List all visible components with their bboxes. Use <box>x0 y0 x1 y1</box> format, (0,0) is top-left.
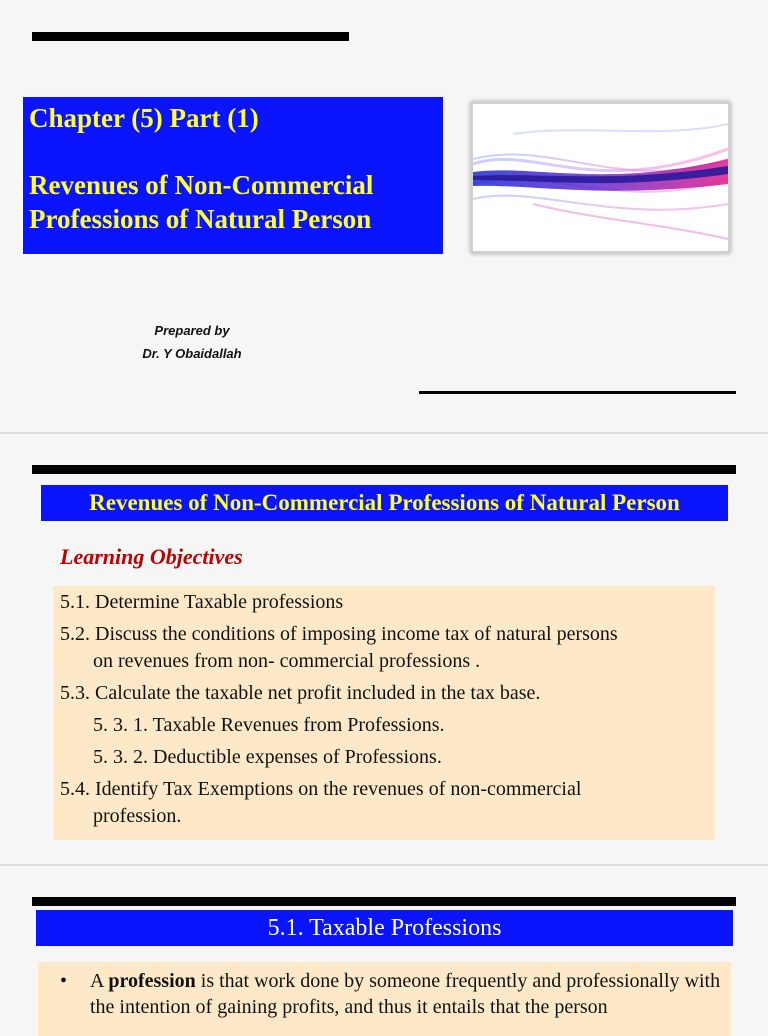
definition-box <box>38 962 731 1036</box>
objective-text: 5.2. Discuss the conditions of imposing income tax of natural persons <box>60 623 618 645</box>
objectives-slide <box>0 434 768 864</box>
bullet-marker: • <box>60 970 68 992</box>
bottom-rule <box>419 391 736 394</box>
wave-graphic <box>473 104 728 251</box>
decorative-wave-image <box>470 101 731 254</box>
chapter-label: Chapter (5) Part (1) <box>29 103 259 133</box>
slide-banner: 5.1. Taxable Professions <box>36 910 733 946</box>
objective-text: 5. 3. 1. Taxable Revenues from Professions. <box>93 714 445 736</box>
objective-text-continued: on revenues from non- commercial professions . <box>93 650 481 672</box>
objective-item <box>60 776 707 830</box>
sub-objective-item <box>60 744 707 771</box>
definition-term: profession <box>108 970 196 992</box>
definition-body: is that work done by someone frequently and professionally with the intention of gaining profits, and thus it entails that the person <box>90 970 721 1018</box>
profession-definition <box>60 968 721 1020</box>
top-rule <box>32 897 736 906</box>
slide-title: Revenues of Non-Commercial Professions of Natural Person <box>29 170 374 234</box>
objective-text: 5.4. Identify Tax Exemptions on the revenues of non-commercial <box>60 778 582 800</box>
objective-item <box>60 621 707 675</box>
author-name: Dr. Y Obaidallah <box>142 346 242 361</box>
objective-text: 5.1. Determine Taxable professions <box>60 591 344 613</box>
title-slide <box>0 0 768 432</box>
top-rule <box>32 32 349 41</box>
title-box <box>23 97 443 254</box>
learning-objectives-heading: Learning Objectives <box>60 544 243 569</box>
objectives-list <box>53 586 715 840</box>
taxable-professions-slide <box>0 866 768 1036</box>
prepared-by-label: Prepared by <box>154 323 230 338</box>
definition-prefix: A <box>90 970 109 992</box>
top-rule <box>32 465 736 474</box>
objective-item <box>60 589 707 616</box>
slide-banner: Revenues of Non-Commercial Professions of Natural Person <box>41 485 728 521</box>
objective-text: 5.3. Calculate the taxable net profit included in the tax base. <box>60 682 541 704</box>
objective-text-continued: profession. <box>93 805 182 827</box>
objective-text: 5. 3. 2. Deductible expenses of Professions. <box>93 746 442 768</box>
objective-item <box>60 680 707 707</box>
sub-objective-item <box>60 712 707 739</box>
